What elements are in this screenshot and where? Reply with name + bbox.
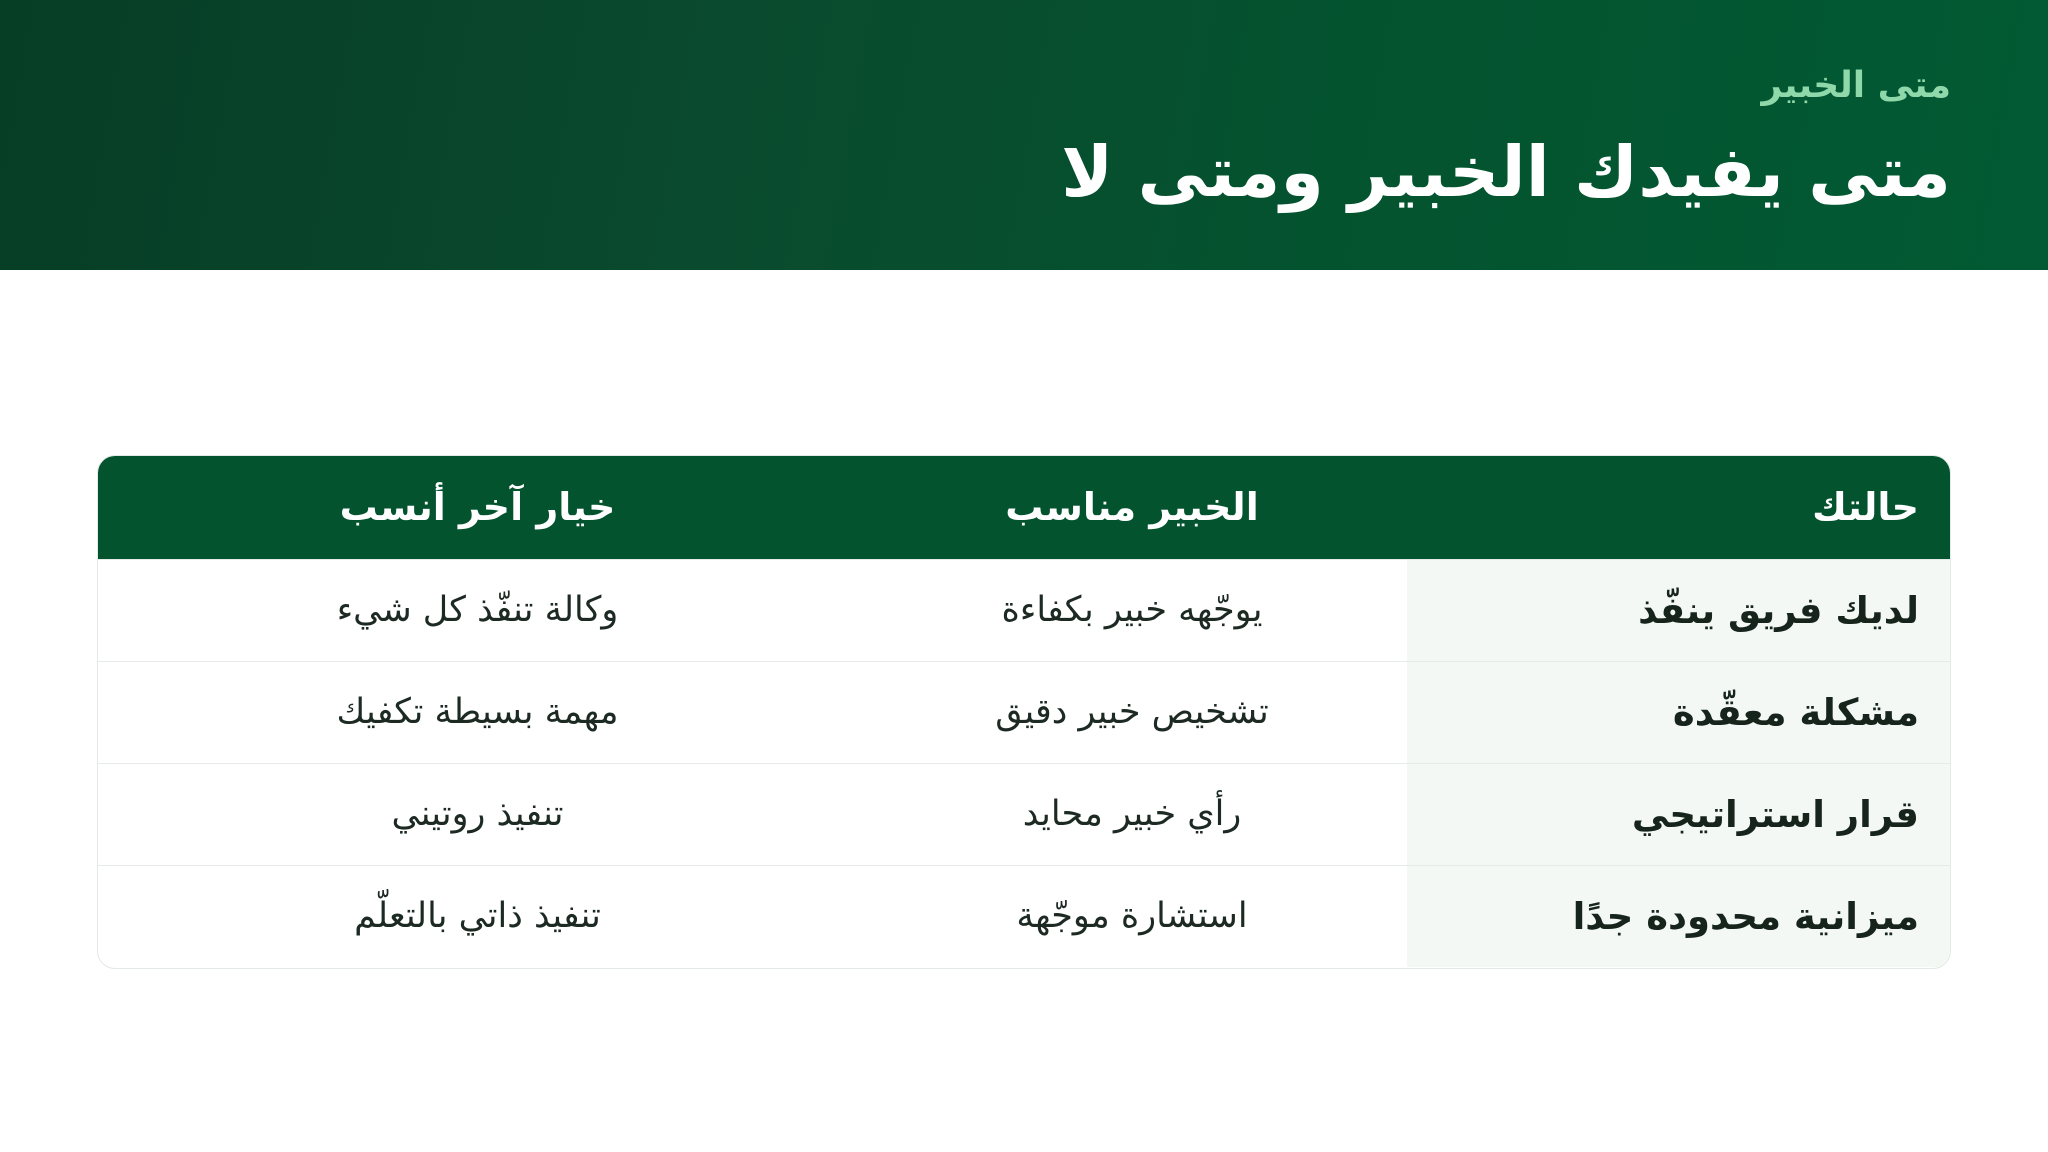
cell-case: قرار استراتيجي	[1407, 763, 1951, 865]
table-row	[98, 661, 1951, 763]
table-row	[98, 763, 1951, 865]
cell-other: تنفيذ روتيني	[391, 794, 564, 834]
column-header-case: حالتك	[1812, 485, 1919, 530]
slide-header	[0, 0, 2048, 270]
cell-other: مهمة بسيطة تكفيك	[336, 692, 619, 732]
table-row	[98, 559, 1951, 661]
cell-other: تنفيذ ذاتي بالتعلّم	[354, 896, 601, 937]
column-header-other: خيار آخر أنسب	[339, 485, 616, 530]
comparison-table-grid	[98, 456, 1951, 967]
cell-other: وكالة تنفّذ كل شيء	[336, 590, 619, 630]
cell-expert: استشارة موجّهة	[1016, 896, 1248, 937]
cell-case: مشكلة معقّدة	[1407, 661, 1951, 763]
slide-kicker: متى الخبير	[1761, 65, 1951, 106]
cell-expert: رأي خبير محايد	[1022, 794, 1242, 834]
column-header-expert: الخبير مناسب	[1005, 485, 1259, 530]
cell-expert: تشخيص خبير دقيق	[995, 692, 1269, 732]
cell-expert: يوجّهه خبير بكفاءة	[1001, 590, 1263, 630]
comparison-table	[97, 455, 1951, 969]
table-row	[98, 865, 1951, 967]
cell-case: لديك فريق ينفّذ	[1407, 559, 1951, 661]
slide-title: متى يفيدك الخبير ومتى لا	[1061, 131, 1951, 213]
table-header-row	[98, 456, 1951, 559]
cell-case: ميزانية محدودة جدًا	[1407, 865, 1951, 967]
